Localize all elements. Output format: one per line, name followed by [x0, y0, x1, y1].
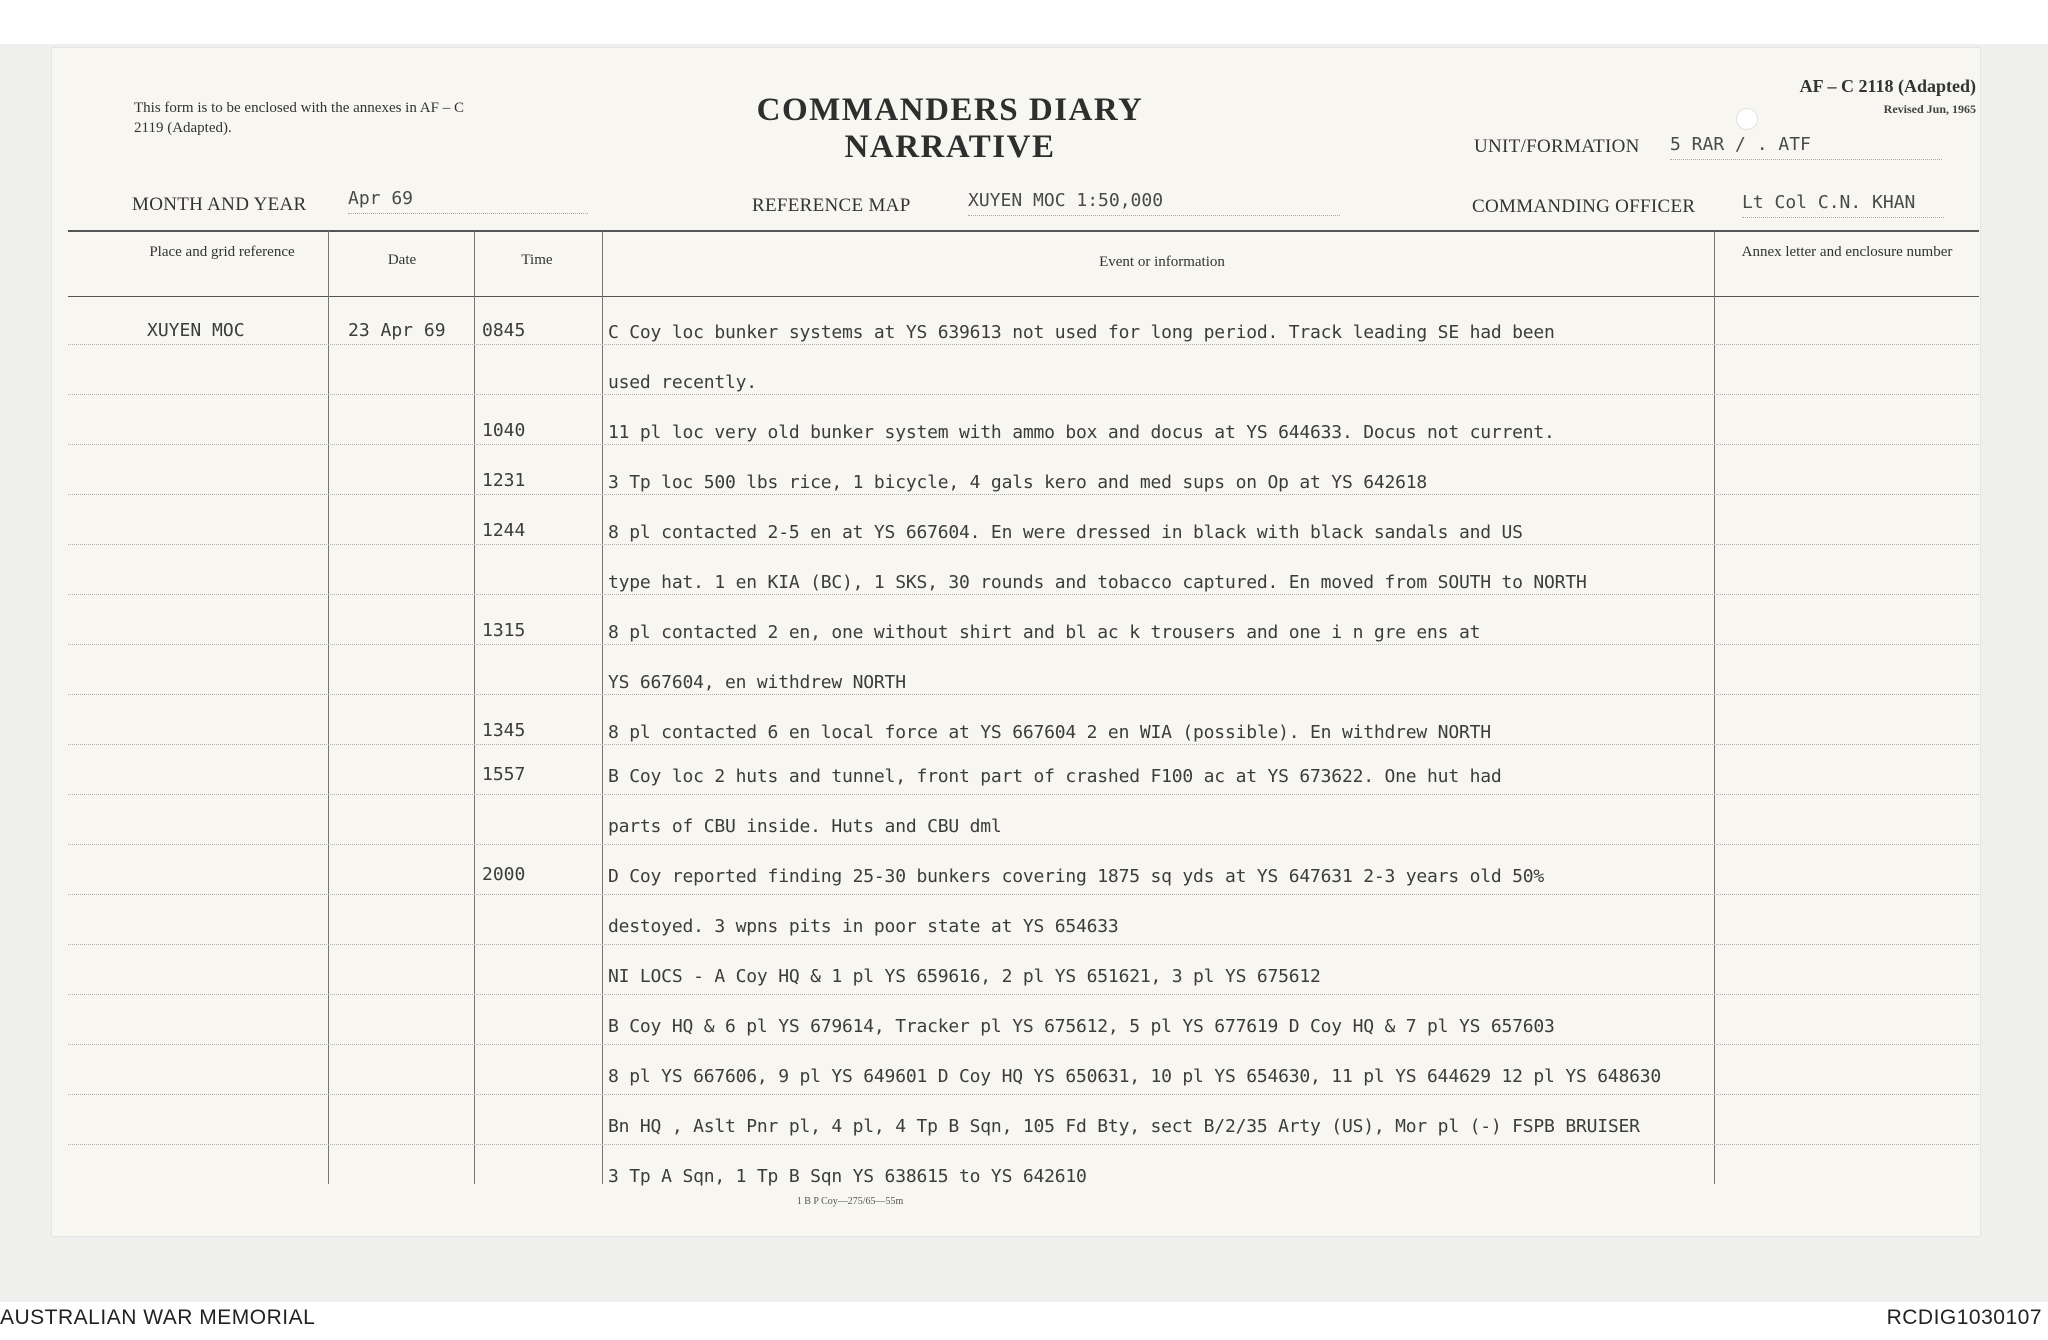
ruled-line [68, 594, 1979, 595]
ruled-line [68, 694, 1979, 695]
ruled-line [68, 394, 1979, 395]
entry-time: 1244 [482, 520, 526, 541]
month-year-value: Apr 69 [348, 188, 588, 214]
ruled-line [68, 494, 1979, 495]
form-title: COMMANDERS DIARY NARRATIVE [756, 92, 1144, 165]
event-line: 11 pl loc very old bunker system with ammo box and docus at YS 644633. Docus not current. [608, 422, 1555, 443]
reference-map-value: XUYEN MOC 1:50,000 [968, 190, 1340, 216]
entry-place: XUYEN MOC [147, 320, 245, 341]
column-divider-date-time [474, 231, 475, 1184]
printer-imprint: 1 B P Coy—275/65—55m [796, 1196, 904, 1207]
ruled-line [68, 644, 1979, 645]
entry-date: 23 Apr 69 [348, 320, 446, 341]
column-divider-place-date [328, 231, 329, 1184]
ruled-line [68, 794, 1979, 795]
event-line: parts of CBU inside. Huts and CBU dml [608, 816, 1002, 837]
event-line: 8 pl contacted 2-5 en at YS 667604. En were dressed in black with black sandals and US [608, 522, 1523, 543]
event-line: used recently. [608, 372, 757, 393]
event-line: 3 Tp A Sqn, 1 Tp B Sqn YS 638615 to YS 642610 [608, 1166, 1087, 1187]
unit-formation-label: UNIT/FORMATION [1474, 136, 1640, 157]
event-line: 3 Tp loc 500 lbs rice, 1 bicycle, 4 gals kero and med sups on Op at YS 642618 [608, 472, 1428, 493]
ruled-line [68, 744, 1979, 745]
ruled-line [68, 1094, 1979, 1095]
table-header-rule [68, 296, 1979, 297]
event-line: 8 pl YS 667606, 9 pl YS 649601 D Coy HQ YS 650631, 10 pl YS 654630, 11 pl YS 644629 12 pl YS 648630 [608, 1066, 1662, 1087]
event-line: B Coy loc 2 huts and tunnel, front part of crashed F100 ac at YS 673622. One hut had [608, 766, 1502, 787]
ruled-line [68, 544, 1979, 545]
column-header-event: Event or information [1099, 254, 1225, 270]
event-line: type hat. 1 en KIA (BC), 1 SKS, 30 rounds and tobacco captured. En moved from SOUTH to NORTH [608, 572, 1587, 593]
ruled-line [68, 994, 1979, 995]
commanding-officer-value: Lt Col C.N. KHAN [1742, 192, 1944, 218]
table-top-rule [68, 230, 1979, 232]
archive-credit: AUSTRALIAN WAR MEMORIAL [0, 1306, 316, 1329]
reference-map-label: REFERENCE MAP [752, 195, 911, 216]
unit-formation-value: 5 RAR / . ATF [1670, 134, 1942, 160]
entry-time: 1315 [482, 620, 526, 641]
event-line: D Coy reported finding 25-30 bunkers covering 1875 sq yds at YS 647631 2-3 years old 50% [608, 866, 1545, 887]
entry-time: 1040 [482, 420, 526, 441]
entry-time: 1557 [482, 764, 526, 785]
ruled-line [68, 894, 1979, 895]
column-header-time: Time [521, 252, 553, 268]
month-year-label: MONTH AND YEAR [132, 194, 307, 215]
ruled-line [68, 944, 1979, 945]
column-divider-time-event [602, 231, 603, 1184]
form-enclosure-note: This form is to be enclosed with the annexes in AF – C 2119 (Adapted). [134, 100, 464, 136]
event-line: destoyed. 3 wpns pits in poor state at YS 654633 [608, 916, 1119, 937]
event-line: C Coy loc bunker systems at YS 639613 not used for long period. Track leading SE had been [608, 322, 1555, 343]
ruled-line [68, 344, 1979, 345]
entry-time: 1231 [482, 470, 526, 491]
event-line: NI LOCS - A Coy HQ & 1 pl YS 659616, 2 pl YS 651621, 3 pl YS 675612 [608, 966, 1321, 987]
form-revised-date: Revised Jun, 1965 [1883, 102, 1976, 116]
ruled-line [68, 1044, 1979, 1045]
ruled-line [68, 444, 1979, 445]
entry-time: 0845 [482, 320, 526, 341]
column-divider-event-annex [1714, 231, 1715, 1184]
entry-time: 1345 [482, 720, 526, 741]
form-number: AF – C 2118 (Adapted) [1799, 76, 1976, 96]
event-line: YS 667604, en withdrew NORTH [608, 672, 906, 693]
ruled-line [68, 844, 1979, 845]
archive-reference-id: RCDIG1030107 [1886, 1306, 2042, 1329]
ruled-line [68, 1144, 1979, 1145]
diary-form-sheet [52, 48, 1980, 1236]
column-header-annex: Annex letter and enclosure number [1741, 244, 1953, 260]
event-line: B Coy HQ & 6 pl YS 679614, Tracker pl YS 675612, 5 pl YS 677619 D Coy HQ & 7 pl YS 657603 [608, 1016, 1555, 1037]
column-header-place: Place and grid reference [149, 244, 295, 260]
event-line: Bn HQ , Aslt Pnr pl, 4 pl, 4 Tp B Sqn, 105 Fd Bty, sect B/2/35 Arty (US), Mor pl (-) FSPB BRUISER [608, 1116, 1640, 1137]
entry-time: 2000 [482, 864, 526, 885]
commanding-officer-label: COMMANDING OFFICER [1472, 196, 1696, 217]
event-line: 8 pl contacted 6 en local force at YS 667604 2 en WIA (possible). En withdrew NORTH [608, 722, 1491, 743]
column-header-date: Date [387, 252, 417, 268]
event-line: 8 pl contacted 2 en, one without shirt and bl ac k trousers and one i n gre ens at [608, 622, 1481, 643]
